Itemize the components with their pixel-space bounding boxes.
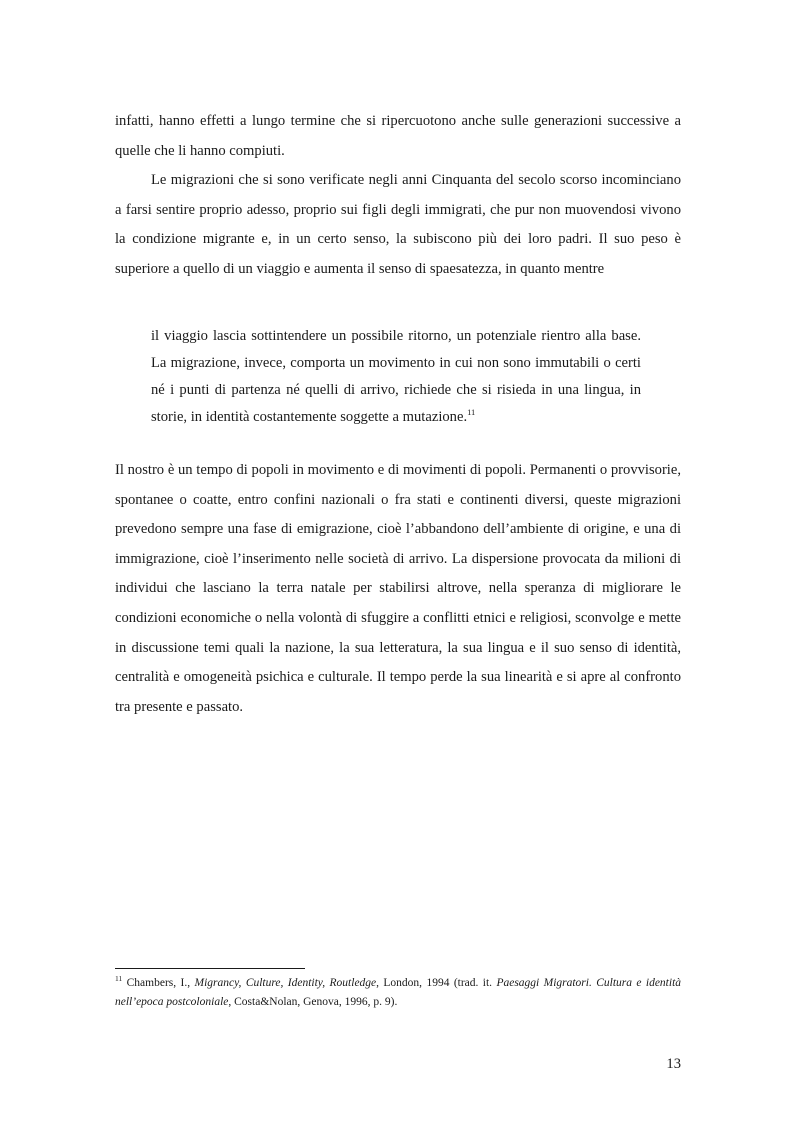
paragraph-1: Le migrazioni che si sono verificate negli anni Cinquanta del secolo scorso incominciano a farsi sentire proprio adesso, proprio sui figli degli immigrati, che pur non muovendosi vivono la condizione migrante e, in un certo senso, la subiscono più dei loro padri. Il suo peso è superiore a quello di un viaggio e aumenta il senso di spaesatezza, in quanto mentre bbox=[115, 172, 681, 277]
footnote-reference[interactable]: 11 bbox=[467, 407, 476, 418]
footnote-after-title: , London, 1994 (trad. it. bbox=[376, 977, 493, 989]
block-quote bbox=[151, 323, 641, 431]
footnote-number: 11 bbox=[115, 974, 123, 984]
page-number: 13 bbox=[666, 1056, 681, 1072]
footnote-translated-title: Paesaggi Migratori. Cultura e identità nell’epoca postcoloniale bbox=[115, 977, 682, 1008]
paragraph-continued: infatti, hanno effetti a lungo termine che si ripercuotono anche sulle generazioni successive a quelle che li hanno compiuti. bbox=[115, 113, 681, 159]
footnote-separator bbox=[115, 968, 305, 969]
footnote-publisher: , Costa&Nolan, Genova, 1996, p. 9). bbox=[228, 996, 398, 1008]
footnote bbox=[115, 974, 681, 1012]
footnote-title: Migrancy, Culture, Identity, Routledge bbox=[194, 977, 377, 989]
paragraph-2: Il nostro è un tempo di popoli in movimento e di movimenti di popoli. Permanenti o provvisorie, spontanee o coatte, entro confini nazionali o fra stati e continenti diversi, queste migrazioni prevedono sempre una fase di emigrazione, cioè l’abbandono dell’ambiente di origine, e una di immigrazione, cioè l’inserimento nelle società di arrivo. La dispersione provocata da milioni di individui che lasciano la terra natale per stabilirsi altrove, nella speranza di migliorare le condizioni economiche o nella volontà di sfuggire a conflitti etnici e religiosi, sconvolge e mette in discussione temi quali la nazione, la sua letteratura, la sua lingua e il suo senso di identità, centralità e omogeneità psichica e culturale. Il tempo perde la sua linearità e si apre al confronto tra presente e passato. bbox=[115, 462, 681, 715]
footnote-author: Chambers, I., bbox=[126, 977, 191, 989]
block-quote-text: il viaggio lascia sottintendere un possibile ritorno, un potenziale rientro alla base. La migrazione, invece, comporta un movimento in cui non sono immutabili o certi né i punti di partenza né quelli di arrivo, richiede che si risieda in una lingua, in storie, in identità costantemente soggette a mutazione. bbox=[151, 328, 641, 425]
